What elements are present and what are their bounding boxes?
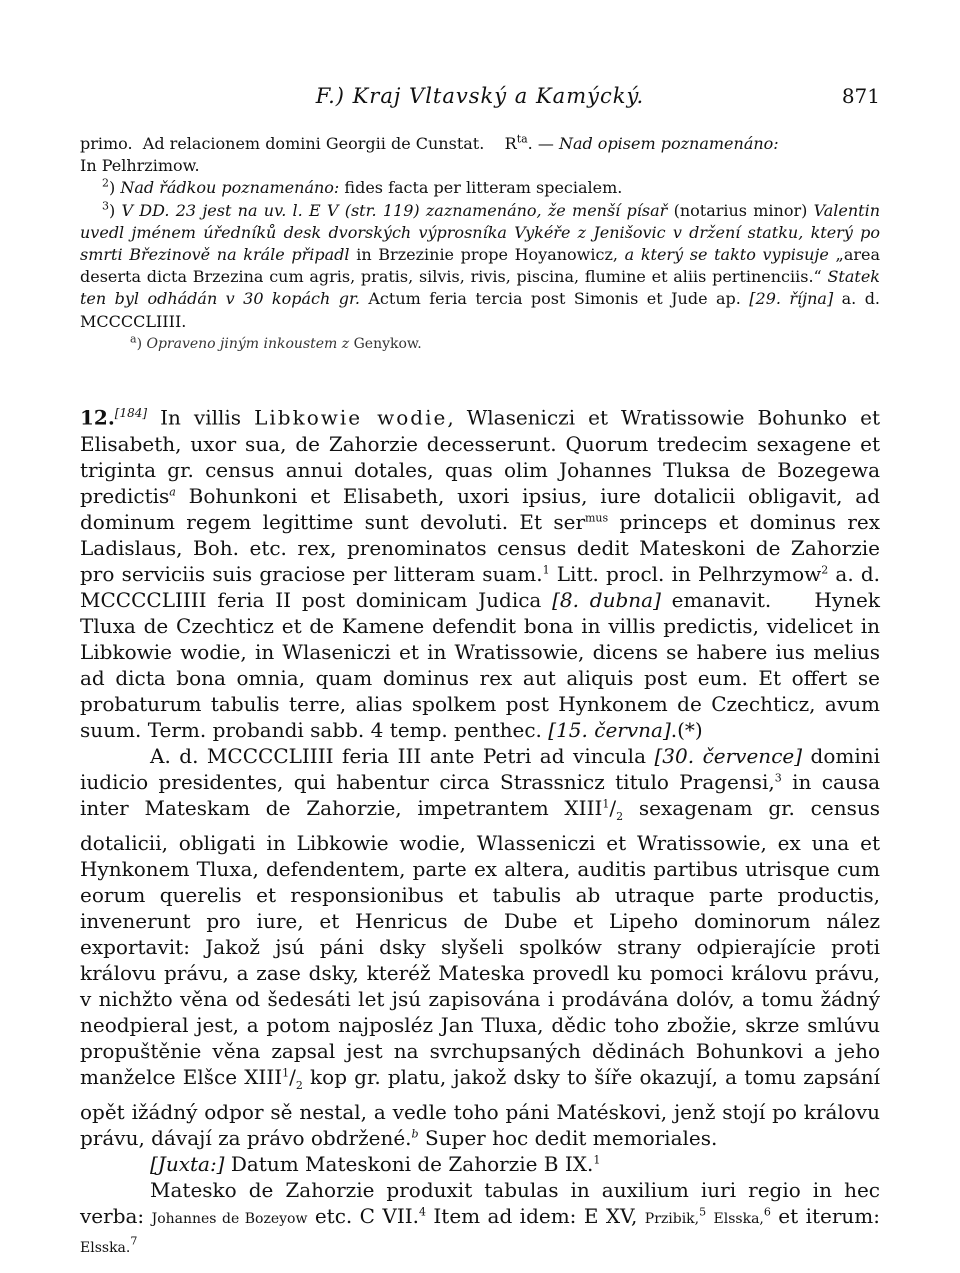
entry-p3: [Juxta:] Datum Mateskoni de Zahorzie B IX.$^1$: [150, 1151, 601, 1176]
entry-12: [80, 400, 880, 1261]
page-number: 871: [841, 84, 880, 108]
page-header: [80, 84, 880, 116]
entry-p4: Matesko de Zahorzie produxit tabulas in auxilium iuri regio in hec verba: Johannes de Bozeyow etc. C VII.$^4$ Item ad idem: E XV, Przibik,$^5$ Elsska,$^6$ et iterum: Elsska.$^7$: [80, 1177, 880, 1256]
running-title: F.) Kraj Vltavský a Kamýcký.: [315, 84, 645, 108]
entry-p2: A. d. MCCCCLIIII feria III ante Petri ad vincula [30. července] domini iudicio presidentes, qui habentur circa Strassnicz titulo Pragensi,$^3$ in causa inter Mateskam de Zahorzie, impetrantem $XIII^1/_2$ sexagenam gr. census dotalicii, obligati in Libkowie wodie, Wlasseniczi et Wratissowie, ex una et Hynkonem Tluxa, defendentem, parte ex altera, auditis partibus utrisque cum eorum querelis et responsionibus et tabulis ab utraque parte productis, invenerunt pro iure, et Henricus de Dube et Lipeho dominorum nález exportavit: Jakož jsú páni dsky slyšeli spolków strany odpierajície proti královu právu, a zase dsky, kteréž Mateska provedl ku pomoci královu právu, v nichžto věna od šedesáti let jsú zapisována i prodávána dolóv, a tomu žádný neodpieral jest, a potom najposléz Jan Tluxa, dědic toho zbožie, skrze smlúvu propuštěnie věna zapsal jest na svrchupsaných dědinách Bohunkovi a jeho manželce Elšce $XIII^1/_2$ kop gr. platu, jakož dsky to šíře okazují, a tomu zapsání opět ižádný odpor sě nestal, a vedle toho páni Matéskovi, jenž stojí po královu právu, dávají za právo obdržené.$^b$ Super hoc dedit memoriales.: [80, 743, 881, 1150]
note-2: $^2$) Nad řádkou poznamenáno: fides facta per litteram specialem.: [102, 177, 623, 198]
note-3: $^3$) V DD. 23 jest na uv. l. E V (str. 119) zaznamenáno, že menší písař (notarius minor) Valentin uvedl jménem úředníků desk dvorských výprosníka Vykéře z Jenišovic v držení statku, který po smrti Březinově na krále připadl in Brzezinie prope Hoyanowicz, a který se takto vypisuje „area deserta dicta Brzezina cum agris, pratis, silvis, rivis, piscina, flumine et aliis pertinenciis.“ Statek ten byl odhádán v 30 kopách gr. Actum feria tercia post Simonis et Jude ap. [29. října] a. d. MCCCCLIIII.: [80, 199, 881, 331]
footnotes-top: [80, 133, 880, 355]
note-a: $^a$) Opraveno jiným inkoustem z Genykow.: [130, 332, 422, 352]
entry-p1: 12.[184] In villis Libkowie wodie, Wlaseniczi et Wratissowie Bohunko et Elisabeth, uxor sua, de Zahorzie decesserunt. Quorum tredecim sexagene et triginta gr. census annui dotales, quas olim Johannes Tluksa de Bozegewa predictis$^a$ Bohunkoni et Elisabeth, uxori ipsius, iure dotalicii obligavit, ad dominum regem legittime sunt devoluti. Et ser$^{mus}$ princeps et dominus rex Ladislaus, Boh. etc. rex, prenominatos census dedit Mateskoni de Zahorzie pro serviciis suis graciose per litteram suam.$^1$ Litt. procl. in Pelhrzymow$^2$ a. d. MCCCCLIIII feria II post dominicam Judica [8. dubna] emanavit. Hynek Tluxa de Czechticz et de Kamene defendit bona in villis predictis, videlicet in Libkowie wodie, in Wlaseniczi et in Wratissowie, dicens se habere ius melius ad dicta bona omnia, quam dominus rex aut aliquis post eum. Et offert se probaturum tabulis terre, alias spolkem post Hynkonem de Czechticz, avum suum. Term. probandi sabb. 4 temp. penthec. [15. června].(*): [80, 405, 881, 742]
entry-tag: [184]: [114, 406, 148, 420]
entry-number: 12.: [80, 405, 115, 430]
note-1-line-2: In Pelhrzimow.: [80, 156, 200, 176]
note-1-line-1: primo. Ad relacionem domini Georgii de Cunstat. $R^{ta}$. — Nad opisem poznamenáno:: [80, 132, 779, 153]
